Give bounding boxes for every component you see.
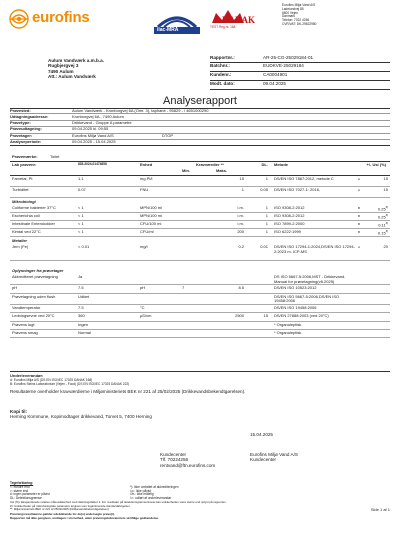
page-title: Analyserapport bbox=[163, 95, 237, 107]
cell-result: Udført bbox=[78, 293, 90, 299]
notes-line: A: Eurofins Miljø A/S (DS EN ISO/IEC 17025 DANAK 168) bbox=[10, 377, 93, 382]
footer-bold-note: Rapporten må ikke gengives, undtagen i sin helhed, uden prøvningslaboratoriets skriftlige godkendelse. bbox=[10, 515, 159, 520]
cell-parameter: Kimtal ved 22°C bbox=[12, 229, 41, 235]
cell-unit: FNU bbox=[140, 187, 149, 192]
meta-value: 09.04.2025 bbox=[263, 81, 286, 87]
cell-method: DS/EN ISO 7027-1: 2016, bbox=[274, 187, 321, 192]
results-header bbox=[10, 161, 390, 176]
contact-right bbox=[250, 452, 298, 463]
info-value: 09.04.2025 kl. 09:55 bbox=[72, 126, 109, 132]
ilac-mra-logo bbox=[150, 7, 204, 37]
cell-result: < 1 bbox=[78, 204, 84, 210]
info-label: Analyseperiode: bbox=[10, 139, 42, 145]
table-row bbox=[10, 244, 390, 261]
cell-method: DS ISO 5667-5:2006,MST - Drikkevand. Manual for prøvetagning(v6.2025) bbox=[274, 273, 346, 284]
meta-value: EUDKVE-25029184 bbox=[263, 63, 304, 69]
lab-address bbox=[282, 4, 392, 27]
cell-dl: 0.01 bbox=[260, 244, 268, 250]
contact-left bbox=[160, 452, 215, 468]
cell-method: ISO 9308-2:2012 bbox=[274, 204, 305, 210]
compliance-statement: Resultaterne overholder kravværdierne i Miljøministeriets BEK nr 221 af 25/02/2025 (Drikkevandsbekendtgørelsen). bbox=[10, 389, 246, 395]
legend-item: #: ingen parameter er påvist bbox=[10, 492, 50, 497]
cell-result: Ja bbox=[78, 273, 83, 279]
cell-max: 8.5 bbox=[238, 285, 244, 291]
cell-result: 7.5 bbox=[78, 305, 84, 311]
footer-note: Usi (%): Ekspanderede relative måleusikkerhed med dækningsfaktor 2. For resultater på detektionsgrænseniveau kan usikkerheden være større end oplyst på rapporten. bbox=[10, 499, 227, 504]
table-row bbox=[10, 205, 390, 213]
info-row-period bbox=[10, 140, 390, 146]
cell-result: 1.1 bbox=[78, 176, 84, 181]
rows-microbiology bbox=[10, 205, 390, 238]
cell-result: < 1 bbox=[78, 229, 84, 235]
table-row bbox=[10, 221, 390, 229]
cell-parameter: Intestinale Enterokokker bbox=[12, 221, 55, 227]
contact-right-line: Kundecenter bbox=[250, 457, 277, 463]
cell-unit: CFU/ml bbox=[140, 229, 154, 235]
cell-subcontractor: A bbox=[358, 188, 361, 192]
cell-method: DS/EN ISO 19458:2006 bbox=[274, 305, 317, 311]
contact-right-line: Eurofins Miljø Vand A/S bbox=[250, 452, 298, 457]
cell-method: * Organoleptisk bbox=[274, 329, 302, 335]
cell-subcontractor: A bbox=[358, 177, 361, 181]
cell-result: 0.07 bbox=[78, 187, 86, 192]
meta-row-customer-number bbox=[210, 71, 390, 80]
footer-legend-title: Tegnforklaring: bbox=[10, 481, 34, 485]
meta-label: Batchnr.: bbox=[210, 63, 230, 69]
col-header-limits-title: Kravværdier ** bbox=[196, 162, 224, 167]
customer-line: 7490 Aulum bbox=[48, 68, 74, 74]
cell-result: 7.5 bbox=[78, 285, 84, 291]
contact-email-link[interactable]: rentvand@ftn.eurofins.com bbox=[160, 462, 216, 468]
cell-result: < 0.01 bbox=[78, 244, 90, 250]
cell-max: 15 bbox=[239, 176, 244, 181]
cell-method: DS/EN ISO 5667-5:2006,DS/EN ISO 19458:2006 bbox=[274, 293, 340, 304]
cell-max: 0.2 bbox=[238, 244, 244, 250]
info-value: 09.04.2025 - 15.04.2025 bbox=[72, 139, 116, 145]
danak-sub: TEST Reg.nr. 168 bbox=[210, 25, 236, 29]
cell-method: ISO 6222:1999 bbox=[274, 229, 301, 235]
footer-bold-note: Prøvningsresultaterne gælder udelukkende for de(n) undersøgte prøve(r). bbox=[10, 511, 116, 516]
uncertainty-footnote-mark: #) bbox=[385, 205, 388, 209]
col-header-method: Metode bbox=[274, 162, 288, 167]
table-row bbox=[10, 176, 390, 187]
cell-uncertainty bbox=[366, 230, 388, 236]
meta-row-received-date bbox=[210, 79, 390, 88]
lab-address-line: CVR/VAT: DK-29822980 bbox=[282, 21, 317, 26]
meta-row-report-number bbox=[210, 53, 390, 62]
table-row bbox=[10, 322, 390, 330]
meta-label: Rapportnr.: bbox=[210, 54, 235, 60]
customer-address bbox=[48, 58, 208, 80]
info-value: Kronborgvej 6A , 7490 Aulum bbox=[72, 113, 124, 119]
legend-item: i.p.: ikke påvist bbox=[130, 488, 151, 493]
table-row bbox=[10, 330, 390, 338]
cell-dl: 1 bbox=[265, 204, 268, 210]
meta-value: AR-25-CG-25029184-01 bbox=[263, 54, 314, 60]
sample-mark-row bbox=[10, 154, 390, 161]
cell-uncertainty bbox=[366, 188, 388, 193]
cell-subcontractor: A bbox=[358, 245, 361, 250]
contact-left-line: Tlf. 70224256 bbox=[160, 457, 189, 463]
cell-uncertainty bbox=[366, 222, 388, 228]
customer-line: Att.: Aulum Vandværk bbox=[48, 74, 96, 80]
cell-max: i.m. bbox=[237, 212, 244, 218]
cell-unit: MPN/100 ml bbox=[140, 212, 163, 218]
cell-parameter: Farvetal, Pt bbox=[12, 176, 33, 181]
table-row bbox=[10, 187, 390, 198]
eurofins-logo-text: eurofins bbox=[32, 9, 90, 26]
cell-subcontractor: B bbox=[358, 205, 361, 210]
legend-item: i.r.: udført af underleverandør bbox=[130, 496, 172, 501]
legend-item: >: større end bbox=[10, 488, 29, 493]
notes-section bbox=[10, 371, 390, 395]
legend-item: <: mindre end bbox=[10, 484, 30, 489]
cell-uncertainty-value: 15 bbox=[383, 176, 388, 181]
section-title-field-info: Oplysninger fra prøvetager bbox=[12, 268, 64, 274]
cell-parameter: Prøvens smag bbox=[12, 329, 38, 335]
section-title-microbiology: Mikrobiologi bbox=[12, 199, 36, 204]
sample-mark-value: Toilet bbox=[50, 154, 60, 160]
footer-legend bbox=[10, 486, 390, 501]
info-extra: DTOP bbox=[162, 132, 174, 138]
col-header-max: Maks. bbox=[216, 168, 228, 173]
footer-legend-left bbox=[10, 486, 130, 501]
danak-logo bbox=[208, 7, 258, 39]
cell-uncertainty-value: 0.11 bbox=[378, 222, 386, 228]
sample-info bbox=[10, 108, 390, 146]
copy-to-section bbox=[10, 409, 390, 420]
results-table bbox=[10, 154, 390, 338]
cell-parameter: Escherichia coli bbox=[12, 212, 40, 218]
uncertainty-footnote-mark: #) bbox=[385, 230, 388, 234]
copy-to-title: Kopi til: bbox=[10, 409, 28, 414]
cell-method: ISO 9308-2:2012 bbox=[274, 212, 305, 218]
lab-address-line: 6600 Vejen bbox=[282, 10, 298, 15]
cell-result: Ingen bbox=[78, 321, 89, 327]
col-header-unit: Enhed bbox=[140, 162, 153, 167]
cell-unit: CFU/100 ml bbox=[140, 221, 162, 227]
cell-dl: 1 bbox=[265, 212, 268, 218]
meta-divider bbox=[210, 89, 390, 90]
cell-method: DS/EN ISO 10523:2012 bbox=[274, 285, 317, 291]
col-header-uncertainty: +/- Usi (%) bbox=[366, 162, 386, 167]
table-row bbox=[10, 229, 390, 237]
cell-method: DS/EN ISO 17294-1:2024,DS/EN ISO 17294-2:2023 m. ICP-MS bbox=[274, 244, 355, 254]
cell-uncertainty bbox=[366, 177, 388, 182]
cell-parameter: Coliforme bakterier 37°C bbox=[12, 204, 56, 210]
cell-uncertainty bbox=[366, 206, 388, 212]
cell-uncertainty-value: 0.15 bbox=[377, 230, 386, 236]
col-header-min: Min. bbox=[182, 168, 190, 173]
page-number: Side 1 af 1 bbox=[370, 507, 390, 513]
cell-subcontractor: B bbox=[358, 230, 361, 235]
cell-method: ISO 7899-2:2000 bbox=[274, 221, 305, 227]
table-row bbox=[10, 213, 390, 221]
table-row bbox=[10, 294, 390, 306]
cell-result: 360 bbox=[78, 313, 85, 319]
info-value: Aulum Vandværk - Kronborgvej 6A (Omr. 3), taphane - 95829 - / 4651000290 bbox=[72, 107, 209, 113]
cell-dl: 0.05 bbox=[260, 187, 268, 192]
legend-item: i.m.: ikke målelig bbox=[130, 492, 154, 497]
rows-general bbox=[10, 176, 390, 198]
cell-result: Normal bbox=[78, 329, 91, 335]
table-row bbox=[10, 313, 390, 321]
cell-parameter: Turbiditet bbox=[12, 187, 29, 192]
cell-uncertainty bbox=[366, 214, 388, 220]
info-value: Eurofins Miljø Vand A/S bbox=[72, 132, 114, 138]
cell-parameter: Jern (Fe) bbox=[12, 244, 29, 250]
cell-subcontractor: B bbox=[358, 222, 361, 227]
footer-legend-right bbox=[130, 486, 290, 501]
col-header-name: Lab prøvenr: bbox=[12, 162, 37, 167]
cell-dl: 1 bbox=[265, 229, 268, 235]
cell-parameter: Ledningsevne ved 20°C bbox=[12, 313, 55, 319]
section-title-metals: Metaller bbox=[12, 238, 28, 244]
sample-mark-label: Prøvemærke: bbox=[12, 154, 38, 160]
info-label: Prøvetager: bbox=[10, 132, 33, 138]
uncertainty-footnote-mark: #) bbox=[385, 213, 388, 217]
lab-address-line: Eurofins Miljø Vand A/S bbox=[282, 3, 316, 7]
cell-parameter: Akkrediteret prøvetagning bbox=[12, 273, 58, 279]
signature-date: 15.04.2025 bbox=[250, 432, 273, 437]
cell-method: * Organoleptisk bbox=[274, 321, 302, 327]
lab-address-line: Danmark bbox=[282, 14, 295, 19]
footer bbox=[10, 482, 390, 520]
ilac-mra-text: ilac-MRA bbox=[157, 27, 179, 33]
cell-method: DS/EN 27888:2003 (ved 20°C) bbox=[274, 313, 329, 319]
cell-parameter: pH bbox=[12, 285, 18, 291]
cell-uncertainty-value: 15 bbox=[383, 187, 388, 192]
cell-subcontractor: B bbox=[358, 213, 361, 218]
meta-divider bbox=[210, 62, 390, 63]
danak-text: DANAK bbox=[222, 15, 255, 25]
cell-max: i.m. bbox=[237, 204, 244, 210]
cell-parameter: Prøvens lugt bbox=[12, 321, 35, 327]
meta-value: CA0004901 bbox=[263, 72, 288, 78]
meta-divider bbox=[210, 71, 390, 72]
cell-dl: 1 bbox=[265, 176, 268, 181]
legend-item: *): Ikke omfattet af akkrediteringen bbox=[130, 484, 179, 489]
legend-item: DL: Detektionsgrænse bbox=[10, 496, 42, 501]
notes-line: B: Eurofins Steins Laboratorium (Vejen - Food) (DS EN ISO/IEC 17025 DANAK 222) bbox=[10, 381, 130, 386]
cell-uncertainty-value: 0.25 bbox=[377, 206, 386, 212]
eurofins-logo-icon bbox=[8, 8, 30, 30]
customer-line: Aulum Vandværk a.m.b.a. bbox=[48, 58, 104, 63]
table-row bbox=[10, 274, 390, 286]
col-header-dl: DL. bbox=[261, 162, 268, 167]
info-value: Drikkevand - Gruppe A parametre bbox=[72, 120, 132, 126]
cell-unit: °C bbox=[140, 305, 145, 311]
footer-note: #): Usikkerheder på mikrobiologiske parametre angives som logaritmerede standardafvigelser bbox=[10, 503, 130, 508]
cell-dl: 15 bbox=[263, 313, 268, 319]
customer-line: Rugbjergvej 3 bbox=[48, 63, 79, 69]
meta-label: Modt. dato: bbox=[210, 81, 235, 87]
cell-uncertainty-value: 20 bbox=[383, 244, 388, 250]
cell-uncertainty-value: 0.25 bbox=[377, 214, 386, 220]
rows-field-info bbox=[10, 274, 390, 338]
meta-label: Kundenr.: bbox=[210, 72, 232, 78]
cell-unit: mg/l bbox=[140, 244, 148, 250]
cell-unit: pH bbox=[140, 285, 146, 291]
cell-max: 2500 bbox=[235, 313, 244, 319]
cell-min: 7 bbox=[182, 285, 185, 291]
info-label: Udtagningsadresse: bbox=[10, 113, 49, 119]
meta-row-batch bbox=[210, 62, 390, 71]
col-header-id: 835-2024-01474858 bbox=[78, 162, 107, 166]
info-label: Prøveudtagning: bbox=[10, 126, 42, 132]
cell-unit: mg Pt/l bbox=[140, 176, 153, 181]
info-label: Prøvetype: bbox=[10, 120, 31, 126]
cell-max: 200 bbox=[237, 229, 244, 235]
copy-to-text: Herning Kommune, Kopimodtager drikkevand, Torvet 5, 7400 Herning bbox=[10, 414, 152, 420]
cell-unit: MPN/100 ml bbox=[140, 204, 163, 210]
lab-address-line: Telefon: 7022 4256 bbox=[282, 18, 310, 23]
cell-parameter: Prøvetagning uden flush bbox=[12, 293, 56, 299]
eurofins-logo bbox=[8, 8, 103, 30]
table-row bbox=[10, 285, 390, 293]
cell-parameter: Vandtemperatur bbox=[12, 305, 41, 311]
rows-metals bbox=[10, 244, 390, 261]
footer-note: **: Miljøministeriets BEK nr 221 af 25/02/2025 (Drikkevandsbekendtgørelsen) bbox=[10, 507, 109, 512]
cell-result: < 1 bbox=[78, 221, 84, 227]
cell-dl: 1 bbox=[265, 221, 268, 227]
cell-result: < 1 bbox=[78, 212, 84, 218]
cell-uncertainty bbox=[366, 245, 388, 250]
table-row bbox=[10, 305, 390, 313]
notes-title: Underleverandør: bbox=[10, 371, 390, 379]
meta-divider bbox=[210, 80, 390, 81]
uncertainty-footnote-mark: #) bbox=[385, 222, 388, 226]
lab-address-line: Ladelundvej 85 bbox=[282, 6, 304, 11]
contact-left-line: Kundecenter bbox=[160, 452, 187, 457]
cell-unit: µS/cm bbox=[140, 313, 152, 319]
cell-max: i.m. bbox=[237, 221, 244, 227]
info-row-sample-site bbox=[10, 108, 390, 114]
info-label: Prøvested: bbox=[10, 107, 31, 113]
cell-method: DS/EN ISO 7887:2012, metode C bbox=[274, 176, 334, 181]
cell-max: 1 bbox=[241, 187, 244, 192]
